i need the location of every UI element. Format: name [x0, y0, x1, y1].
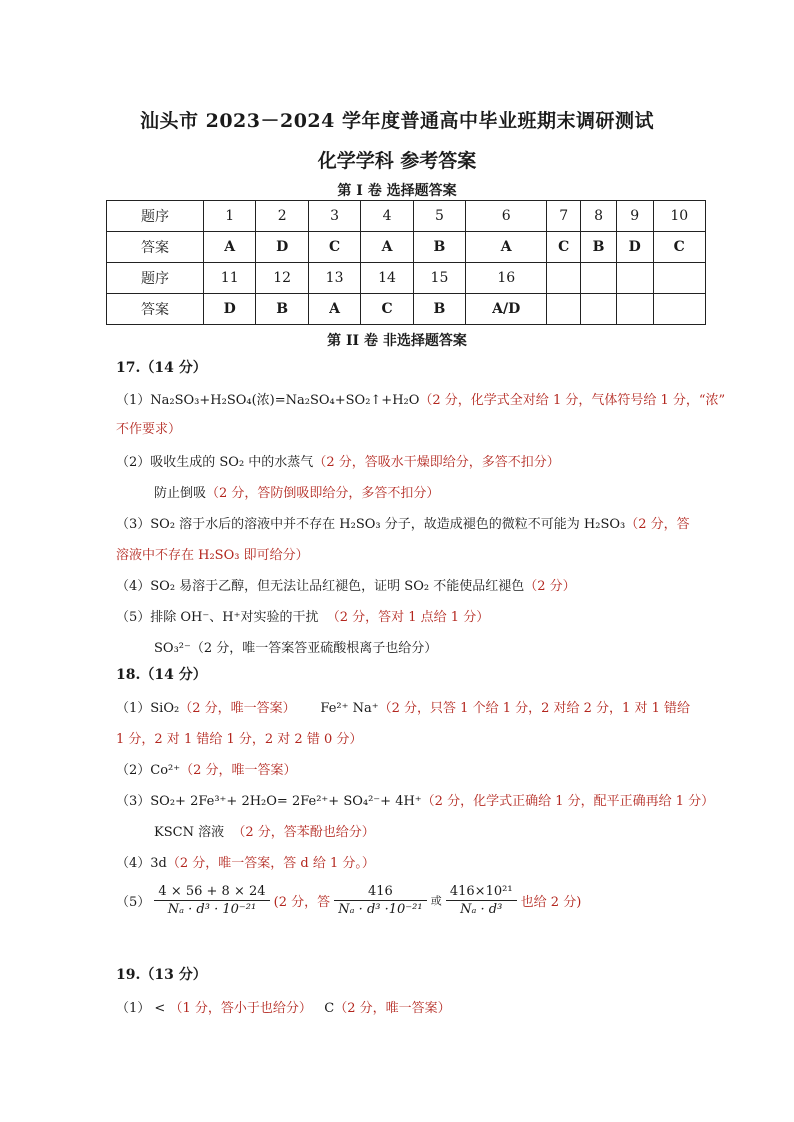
q18-part4-score: （2 分，唯一答案，答 d 给 1 分。） [166, 856, 375, 871]
table-cell [581, 294, 617, 325]
q18-part1-ions: Fe²⁺ Na⁺ [320, 701, 379, 716]
table-cell: A [204, 232, 256, 263]
table-row [107, 232, 706, 263]
q17-part2-line2 [154, 482, 439, 501]
q17-part5-answer: （5）排除 OH⁻、H⁺对实验的干扰 [116, 610, 319, 625]
table-cell: 12 [256, 263, 308, 294]
q17-part2-answer2: 防止倒吸 [154, 486, 207, 501]
q17-part5-line2: SO₃²⁻（2 分，唯一答案答亚硫酸根离子也给分） [154, 641, 438, 656]
q18-part2-line [116, 759, 297, 778]
table-cell [653, 263, 706, 294]
q19-part1-line [116, 997, 451, 1016]
q17-part3-answer: （3）SO₂ 溶于水后的溶液中并不存在 H₂SO₃ 分子，故造成褪色的微粒不可能为 H₂SO₃ [116, 517, 626, 532]
q18-part3-line1 [116, 790, 714, 809]
table-cell: 10 [653, 201, 706, 232]
table-cell: 5 [413, 201, 465, 232]
q18-part5-score: (2 分，答 [273, 895, 331, 910]
table-cell: B [413, 294, 465, 325]
table-cell: C [653, 232, 706, 263]
table-cell: B [413, 232, 465, 263]
q18-part1-answer: （1）SiO₂ [116, 701, 180, 716]
q19-part1-answer2: C [324, 1001, 335, 1016]
q19-part1-score: （1 分，答小于也给分） [169, 1001, 312, 1016]
table-cell: 6 [466, 201, 547, 232]
table-cell: 7 [547, 201, 581, 232]
table-cell: 13 [308, 263, 360, 294]
q17-part2-score2: （2 分，答防倒吸即给分，多答不扣分） [206, 486, 440, 501]
q17-part2-answer: （2）吸收生成的 SO₂ 中的水蒸气 [116, 455, 314, 470]
table-cell: B [581, 232, 617, 263]
q18-part3-equation: （3）SO₂+ 2Fe³⁺+ 2H₂O= 2Fe²⁺+ SO₄²⁻+ 4H⁺ [116, 794, 422, 809]
table-cell: B [256, 294, 308, 325]
q17-part1-line2: 不作要求） [116, 422, 182, 437]
table-cell [547, 263, 581, 294]
formula-2-numerator: 416 [334, 884, 426, 901]
table-cell: 9 [616, 201, 653, 232]
formula-1-numerator: 4 × 56 + 8 × 24 [154, 884, 269, 901]
table-row [107, 263, 706, 294]
q18-part3-score: （2 分，化学式正确给 1 分，配平正确再给 1 分） [421, 794, 715, 809]
table-row [107, 201, 706, 232]
page-title: 汕头市 2023－2024 学年度普通高中毕业班期末调研测试 [140, 110, 654, 132]
q18-part5-formula-3 [446, 884, 517, 917]
q18-part5-line [116, 884, 581, 917]
table-cell [547, 294, 581, 325]
table-cell [616, 294, 653, 325]
table-cell: A [361, 232, 413, 263]
table-cell: A/D [466, 294, 547, 325]
q18-part3-reagent-score: （2 分，答苯酚也给分） [232, 825, 375, 840]
table-cell [581, 263, 617, 294]
q18-part5-label: （5） [116, 895, 151, 910]
q18-part5-formula-2 [334, 884, 426, 917]
table-cell: 15 [413, 263, 465, 294]
row-label: 答案 [107, 294, 204, 325]
q19-part1-score2: （2 分，唯一答案） [334, 1001, 451, 1016]
q17-part5-line1 [116, 606, 489, 625]
formula-2-denominator: Nₐ · d³ ·10⁻²¹ [338, 902, 423, 917]
q17-part2-line1 [116, 451, 560, 470]
section-1-title: 第 I 卷 选择题答案 [337, 183, 457, 199]
q18-part1-line2: 1 分，2 对 1 错给 1 分，2 对 2 错 0 分） [116, 732, 363, 747]
table-cell: A [308, 294, 360, 325]
formula-3-denominator: Nₐ · d³ [460, 902, 503, 917]
table-cell: 16 [466, 263, 547, 294]
table-cell [616, 263, 653, 294]
question-19-heading: 19.（13 分） [116, 967, 207, 983]
q18-part2-score: （2 分，唯一答案） [180, 763, 297, 778]
q17-part5-score: （2 分，答对 1 点给 1 分） [326, 610, 490, 625]
q17-part3-score: （2 分，答 [625, 517, 690, 532]
q17-part1-line1 [116, 389, 725, 408]
table-row [107, 294, 706, 325]
table-cell: 3 [308, 201, 360, 232]
q18-part1-ions-score: （2 分，只答 1 个给 1 分，2 对给 2 分，1 对 1 错给 [378, 701, 690, 716]
q17-part3-line2: 溶液中不存在 H₂SO₃ 即可给分） [116, 548, 309, 563]
q17-part3-line1 [116, 513, 690, 532]
table-cell: C [308, 232, 360, 263]
q18-part3-reagent: KSCN 溶液 [154, 825, 225, 840]
q17-part4-score: （2 分） [524, 579, 576, 594]
table-cell: 1 [204, 201, 256, 232]
table-cell: D [204, 294, 256, 325]
table-cell [653, 294, 706, 325]
q17-part1-equation: （1）Na₂SO₃+H₂SO₄(浓)=Na₂SO₄+SO₂↑+H₂O [116, 393, 420, 408]
q17-part1-score: （2 分，化学式全对给 1 分，气体符号给 1 分，“浓” [419, 393, 726, 408]
table-cell: 14 [361, 263, 413, 294]
q18-part5-or: 或 [430, 894, 442, 908]
table-cell: 2 [256, 201, 308, 232]
q18-part2-answer: （2）Co²⁺ [116, 763, 181, 778]
table-cell: D [256, 232, 308, 263]
row-label: 答案 [107, 232, 204, 263]
table-cell: 4 [361, 201, 413, 232]
q17-part4-answer: （4）SO₂ 易溶于乙醇，但无法让品红褪色，证明 SO₂ 不能使品红褪色 [116, 579, 525, 594]
table-cell: D [616, 232, 653, 263]
q18-part3-line2 [154, 821, 375, 840]
q18-part5-score-end: 也给 2 分) [520, 895, 582, 910]
row-label: 题序 [107, 263, 204, 294]
q18-part4-answer: （4）3d [116, 856, 167, 871]
q17-part2-score: （2 分，答吸水干燥即给分，多答不扣分） [313, 455, 560, 470]
answer-table [106, 200, 706, 325]
table-cell: A [466, 232, 547, 263]
q19-part1-answer: （1） < [116, 1001, 166, 1016]
q17-part4-line [116, 575, 576, 594]
q18-part4-line [116, 852, 375, 871]
row-label: 题序 [107, 201, 204, 232]
formula-3-numerator: 416×10²¹ [446, 884, 517, 901]
table-cell: 11 [204, 263, 256, 294]
table-cell: 8 [581, 201, 617, 232]
q18-part5-formula-1 [154, 884, 269, 917]
q18-part1-score: （2 分，唯一答案） [179, 701, 296, 716]
question-17-heading: 17.（14 分） [116, 360, 207, 376]
q18-part1-line1 [116, 697, 690, 716]
table-cell: C [361, 294, 413, 325]
formula-1-denominator: Nₐ · d³ · 10⁻²¹ [167, 902, 257, 917]
table-cell: C [547, 232, 581, 263]
page-subtitle: 化学学科 参考答案 [317, 150, 477, 172]
section-2-title: 第 II 卷 非选择题答案 [327, 333, 467, 349]
question-18-heading: 18.（14 分） [116, 667, 207, 683]
